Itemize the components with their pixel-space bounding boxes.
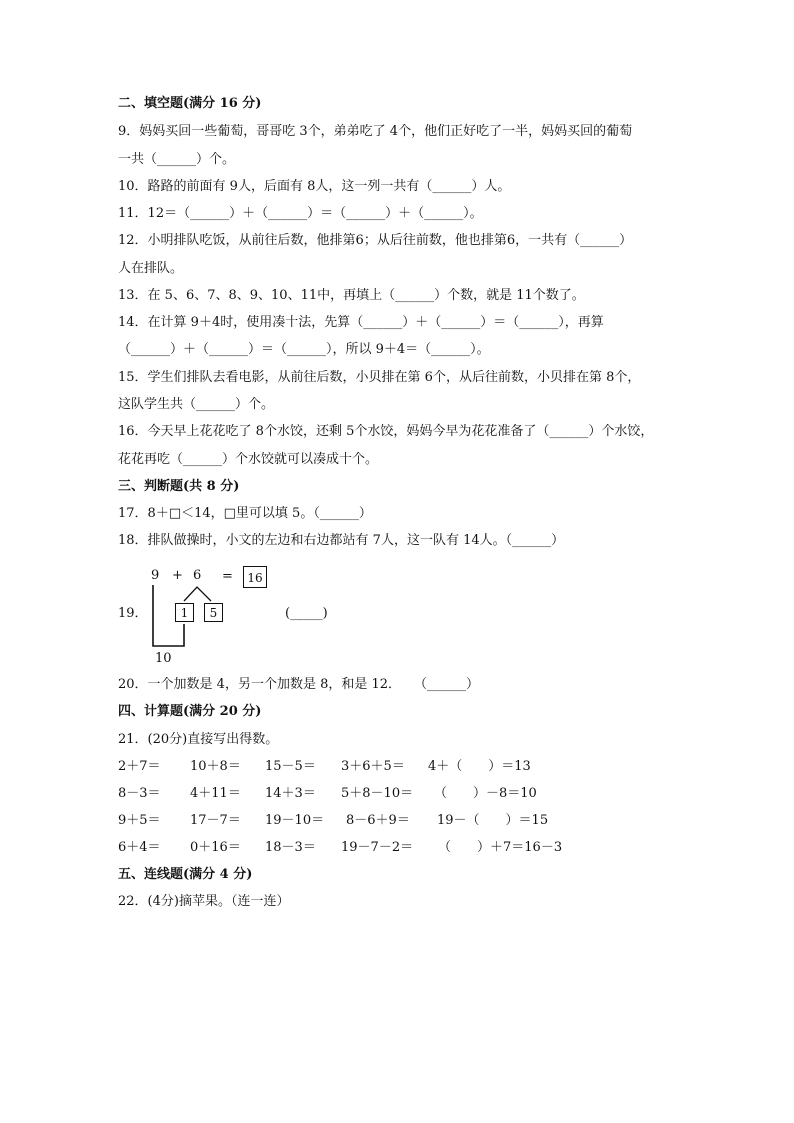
calc-r3-c3: 19－10＝ [265,813,325,828]
section-3-title: 三、判断题(共 8 分) [118,479,240,494]
calc-r2-c5: （ ）－8＝10 [434,786,537,801]
section-2-title: 二、填空题(满分 16 分) [118,96,262,111]
calc-r2-c4: 5＋8－10＝ [341,786,414,801]
question-10: 10．路路的前面有 9人，后面有 8人，这一列一共有（______）人。 [118,179,511,194]
calc-r4-c1: 6＋4＝ [118,840,161,855]
question-19-number: 19． [118,606,148,621]
calc-r2-c3: 14＋3＝ [265,786,316,801]
question-14-line-1: 14．在计算 9＋4时，使用凑十法，先算（______）＋（______）＝（______），再算 [118,315,604,330]
question-19-answer-blank: (_____) [285,606,328,621]
section-4-title: 四、计算题(满分 20 分) [118,704,262,719]
question-9-line-1: 9．妈妈买回一些葡萄，哥哥吃 3个，弟弟吃了 4个，他们正好吃了一半，妈妈买回的葡萄 [118,124,633,139]
question-15-line-1: 15．学生们排队去看电影，从前往后数，小贝排在第 6个，从后往前数，小贝排在第 8个， [118,370,641,385]
question-15-line-2: 这队学生共（______）个。 [118,397,275,412]
calc-r1-c1: 2＋7＝ [118,759,161,774]
calc-r3-c2: 17－7＝ [190,813,241,828]
question-16-line-2: 花花再吃（______）个水饺就可以凑成十个。 [118,452,379,467]
calc-r1-c2: 10＋8＝ [190,759,241,774]
calc-r4-c3: 18－3＝ [265,840,316,855]
question-16-line-1: 16．今天早上花花吃了 8个水饺，还剩 5个水饺，妈妈今早为花花准备了（______）个水饺， [118,424,654,439]
calc-r3-c4: 8－6＋9＝ [346,813,410,828]
plus-sign: + [172,568,183,583]
question-13: 13．在 5、6、7、8、9、10、11中，再填上（______）个数，就是 11个数了。 [118,288,585,303]
split-line [184,587,211,601]
calc-r4-c4: 19－7－2＝ [341,840,414,855]
calc-r1-c3: 15－5＝ [265,759,316,774]
question-18: 18．排队做操时，小文的左边和右边都站有 7人，这一队有 14人。（______） [118,533,565,548]
question-22: 22．(4分)摘苹果。（连一连） [118,894,290,909]
calc-r2-c1: 8－3＝ [118,786,161,801]
calc-r4-c2: 0＋16＝ [190,840,241,855]
calc-r2-c2: 4＋11＝ [190,786,241,801]
calc-r4-c5: （ ）＋7＝16－3 [438,840,563,855]
section-5-title: 五、连线题(满分 4 分) [118,867,253,882]
question-21: 21．(20分)直接写出得数。 [118,732,279,747]
addend-b: 6 [193,568,202,583]
result-box: 16 [243,566,267,588]
calc-r1-c5: 4＋（ ）＝13 [428,759,531,774]
question-12-line-1: 12．小明排队吃饭，从前往后数，他排第6；从后往前数，他也排第6，一共有（______） [118,233,633,248]
ten-label: 10 [155,651,172,666]
question-20: 20．一个加数是 4，另一个加数是 8，和是 12． （______） [118,677,480,692]
question-12-line-2: 人在排队。 [118,261,184,276]
addend-a: 9 [151,568,160,583]
calc-r1-c4: 3＋6＋5＝ [341,759,405,774]
question-9-line-2: 一共（______）个。 [118,152,236,167]
split-box-2: 5 [204,603,223,622]
split-box-1: 1 [175,603,194,622]
question-17: 17．8＋□＜14，□里可以填 5。（______） [118,506,372,521]
question-11: 11．12＝（______）＋（______）＝（______）＋（______）。 [118,206,483,221]
calc-r3-c1: 9＋5＝ [118,813,161,828]
equals-sign: = [222,569,233,584]
question-14-line-2: （______）＋（______）＝（______），所以 9＋4＝（______）。 [118,342,490,357]
calc-r3-c5: 19－（ ）＝15 [437,813,549,828]
